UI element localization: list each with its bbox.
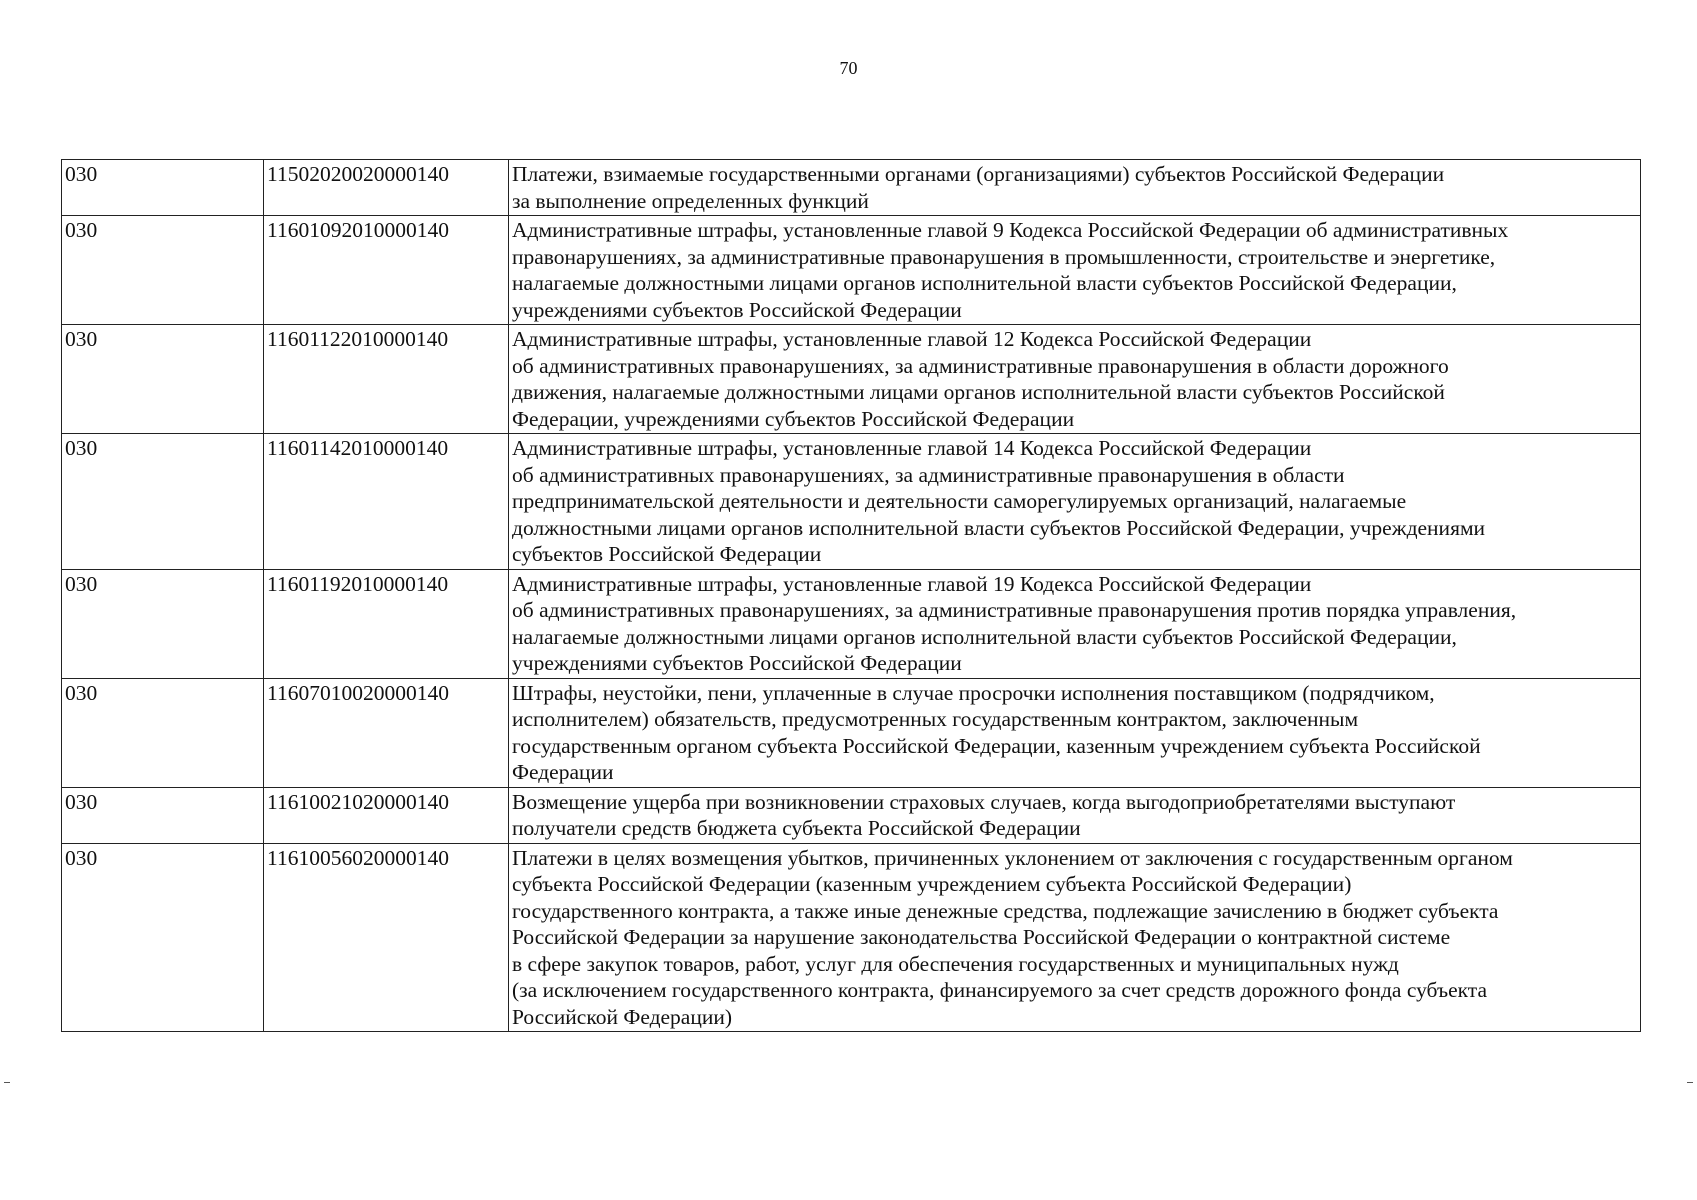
description-cell: Возмещение ущерба при возникновении страховых случаев, когда выгодоприобретателями выступают получатели средств бюджета субъекта Российской Федерации xyxy=(509,787,1641,843)
description-cell: Платежи, взимаемые государственными органами (организациями) субъектов Российской Федерации за выполнение определенных функций xyxy=(509,160,1641,216)
left-margin-mark xyxy=(4,1082,10,1083)
table-row xyxy=(62,325,1641,434)
kbk-code-cell: 11610021020000140 xyxy=(264,787,509,843)
admin-code-cell: 030 xyxy=(62,216,264,325)
table-row xyxy=(62,160,1641,216)
admin-code-cell: 030 xyxy=(62,787,264,843)
description-cell: Платежи в целях возмещения убытков, причиненных уклонением от заключения с государственным органом субъекта Российской Федерации (казенным учреждением субъекта Российской Федерации) государственного контракта, а также иные денежные средства, подлежащие зачислению в бюджет субъекта Российской Федерации за нарушение законодательства Российской Федерации о контрактной системе в сфере закупок товаров, работ, услуг для обеспечения государственных и муниципальных нужд (за исключением государственного контракта, финансируемого за счет средств дорожного фонда субъекта Российской Федерации) xyxy=(509,843,1641,1032)
table-row xyxy=(62,569,1641,678)
admin-code-cell: 030 xyxy=(62,843,264,1032)
kbk-code-cell: 11610056020000140 xyxy=(264,843,509,1032)
kbk-code-cell: 11502020020000140 xyxy=(264,160,509,216)
kbk-code-cell: 11601122010000140 xyxy=(264,325,509,434)
admin-code-cell: 030 xyxy=(62,325,264,434)
kbk-code-cell: 11601192010000140 xyxy=(264,569,509,678)
table-row xyxy=(62,434,1641,570)
page-number: 70 xyxy=(839,58,858,78)
description-cell: Административные штрафы, установленные главой 12 Кодекса Российской Федерации об административных правонарушениях, за административные правонарушения в области дорожного движения, налагаемые должностными лицами органов исполнительной власти субъектов Российской Федерации, учреждениями субъектов Российской Федерации xyxy=(509,325,1641,434)
description-cell: Административные штрафы, установленные главой 9 Кодекса Российской Федерации об административных правонарушениях, за административные правонарушения в промышленности, строительстве и энергетике, налагаемые должностными лицами органов исполнительной власти субъектов Российской Федерации, учреждениями субъектов Российской Федерации xyxy=(509,216,1641,325)
description-cell: Административные штрафы, установленные главой 19 Кодекса Российской Федерации об административных правонарушениях, за административные правонарушения против порядка управления, налагаемые должностными лицами органов исполнительной власти субъектов Российской Федерации, учреждениями субъектов Российской Федерации xyxy=(509,569,1641,678)
admin-code-cell: 030 xyxy=(62,160,264,216)
table-row xyxy=(62,787,1641,843)
table-row xyxy=(62,678,1641,787)
admin-code-cell: 030 xyxy=(62,678,264,787)
table-row xyxy=(62,216,1641,325)
admin-code-cell: 030 xyxy=(62,569,264,678)
right-margin-mark xyxy=(1687,1082,1693,1083)
kbk-code-cell: 11607010020000140 xyxy=(264,678,509,787)
table-row xyxy=(62,843,1641,1032)
description-cell: Административные штрафы, установленные главой 14 Кодекса Российской Федерации об административных правонарушениях, за административные правонарушения в области предпринимательской деятельности и деятельности саморегулируемых организаций, налагаемые должностными лицами органов исполнительной власти субъектов Российской Федерации, учреждениями субъектов Российской Федерации xyxy=(509,434,1641,570)
admin-code-cell: 030 xyxy=(62,434,264,570)
budget-classification-table xyxy=(61,159,1641,1032)
description-cell: Штрафы, неустойки, пени, уплаченные в случае просрочки исполнения поставщиком (подрядчиком, исполнителем) обязательств, предусмотренных государственным контрактом, заключенным государственным органом субъекта Российской Федерации, казенным учреждением субъекта Российской Федерации xyxy=(509,678,1641,787)
kbk-code-cell: 11601092010000140 xyxy=(264,216,509,325)
kbk-code-cell: 11601142010000140 xyxy=(264,434,509,570)
